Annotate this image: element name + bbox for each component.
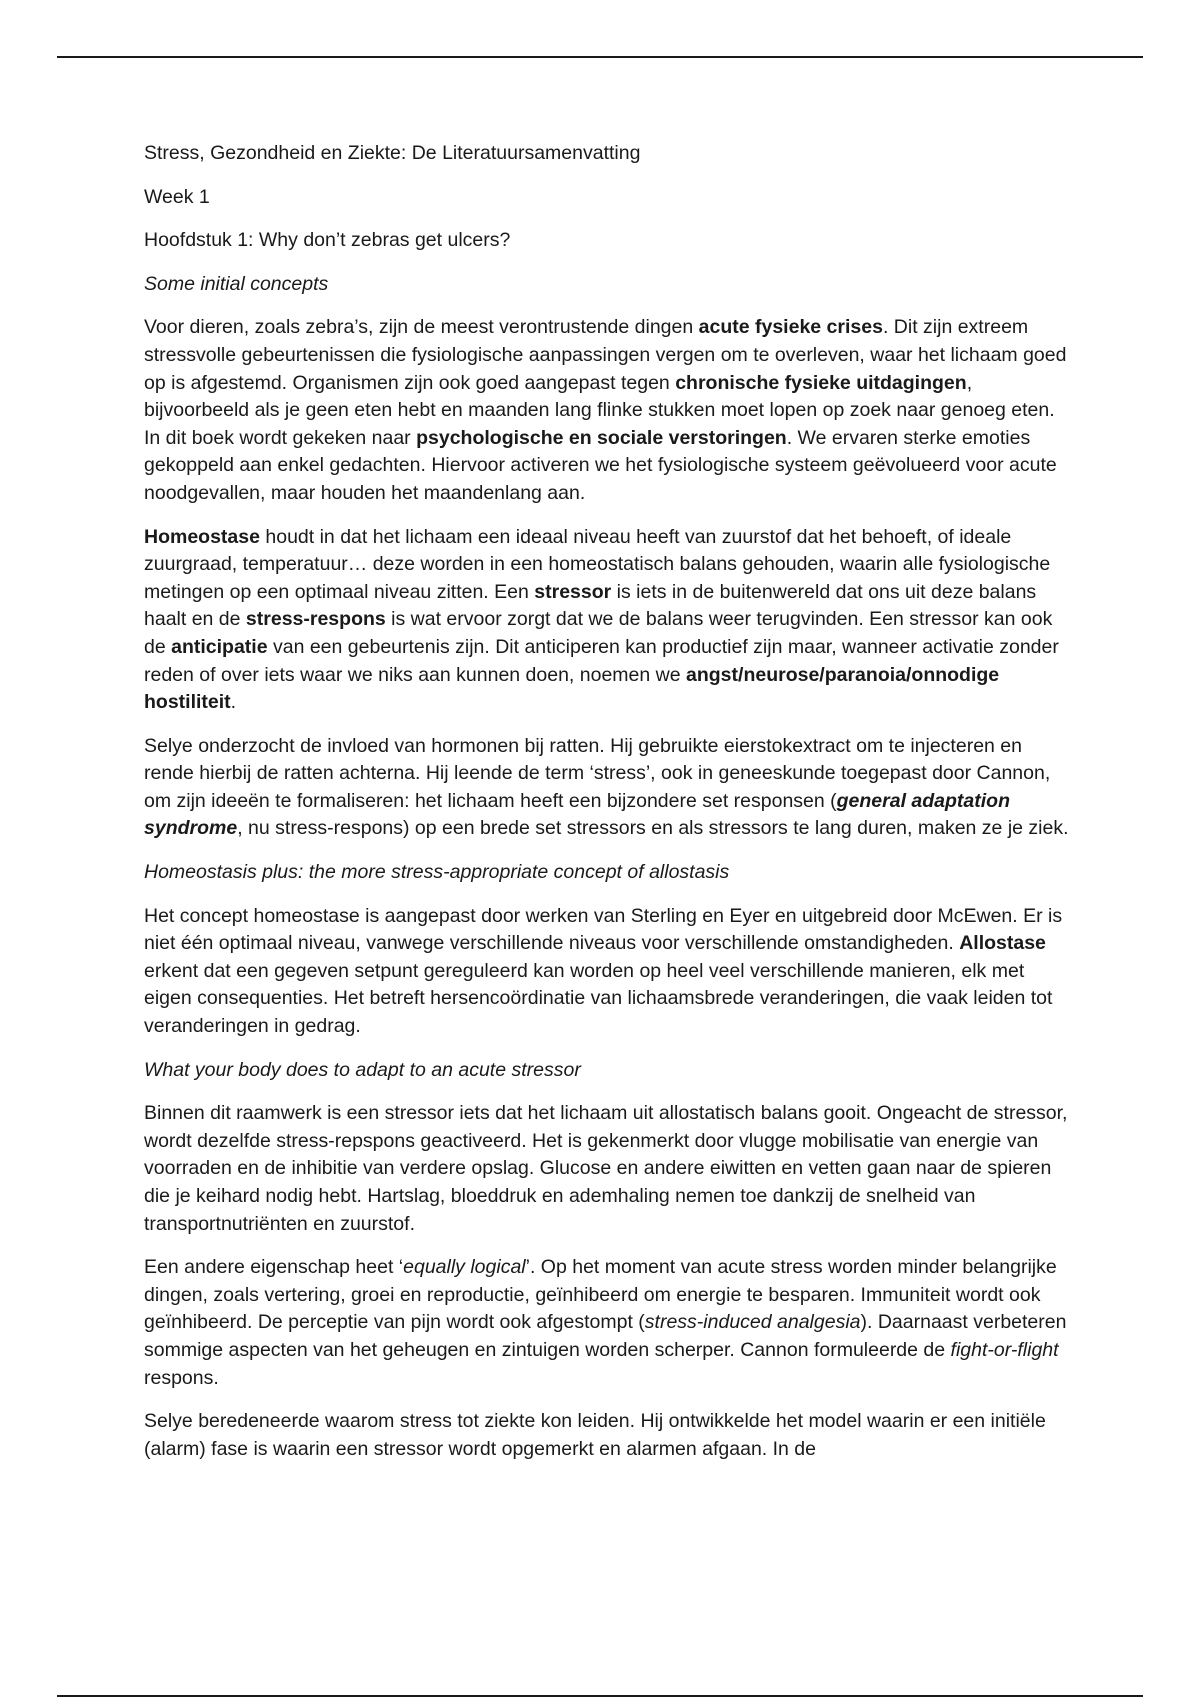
bold-term: anticipatie: [171, 635, 268, 658]
text-run: . We ervaren sterke emoties gekoppeld aan enkel gedachten. Hiervoor activeren we het fysiologische systeem geëvolueerd voor acute noodgevallen, maar houden het maandenlang aan.: [144, 426, 1057, 504]
bold-term: psychologische en sociale verstoringen: [416, 426, 787, 449]
text-run: , bijvoorbeeld als je geen eten hebt en maanden lang flinke stukken moet lopen op zoek naar genoeg eten. In dit boek wordt gekeken naar: [144, 371, 1055, 449]
italic-term: fight-or-flight: [950, 1338, 1059, 1361]
text-run: respons.: [144, 1366, 219, 1389]
section-heading: Some initial concepts: [144, 272, 329, 295]
body-paragraph: [144, 903, 1074, 1041]
text-run: erkent dat een gegeven setpunt gereguleerd kan worden op heel veel verschillende manieren, elk met eigen consequenties. Het betreft hersencoördinatie van lichaamsbrede veranderingen, die vaak leiden tot veranderingen in gedrag.: [144, 959, 1053, 1038]
text-run: Voor dieren, zoals zebra’s, zijn de meest verontrustende dingen: [144, 316, 699, 339]
text-run: van een gebeurtenis zijn. Dit anticiperen kan productief zijn maar, wanneer activatie zonder reden of over iets waar we niks aan kunnen doen, noemen we: [144, 635, 1059, 686]
bold-term: Allostase: [959, 932, 1046, 955]
bold-term: stress-respons: [245, 608, 386, 631]
body-paragraph: [144, 524, 1074, 717]
bold-term: chronische fysieke uitdagingen: [675, 371, 967, 394]
document-title: Stress, Gezondheid en Ziekte: De Literatuursamenvatting: [144, 142, 641, 164]
text-run: ). Daarnaast verbeteren sommige aspecten van het geheugen en zintuigen worden scherper. Cannon formuleerde de: [144, 1311, 1067, 1361]
text-run: .: [230, 691, 237, 714]
text-run: is wat ervoor zorgt dat we de balans weer terugvinden. Een stressor kan ook de: [144, 608, 1053, 658]
bold-term: acute fysieke crises: [698, 316, 883, 339]
text-run: . Dit zijn extreem stressvolle gebeurtenissen die fysiologische aanpassingen vergen om te overleven, waar het lichaam goed op is afgestemd. Organismen zijn ook goed aangepast tegen: [144, 316, 1067, 394]
body-paragraph: [144, 1254, 1074, 1392]
text-run: Een andere eigenschap heet ‘: [144, 1256, 404, 1279]
bold-term: general adaptation syndrome: [144, 789, 1011, 840]
body-paragraph: [144, 1100, 1074, 1238]
bold-term: Homeostase: [144, 525, 260, 548]
document-body: [144, 140, 1074, 1479]
text-run: Selye beredeneerde waarom stress tot ziekte kon leiden. Hij ontwikkelde het model waarin er een initiële (alarm) fase is waarin een stressor wordt opgemerkt en alarmen afgaan. In de: [144, 1410, 1046, 1460]
top-rule: [57, 56, 1143, 58]
chapter-heading: Hoofdstuk 1: Why don’t zebras get ulcers?: [144, 229, 511, 252]
bold-term: stressor: [534, 580, 612, 603]
bottom-rule: [57, 1695, 1143, 1697]
section-heading: What your body does to adapt to an acute stressor: [144, 1058, 581, 1081]
text-run: houdt in dat het lichaam een ideaal niveau heeft van zuurstof dat het behoeft, of ideale zuurgraad, temperatuur… deze worden in een homeostatisch balans gehouden, waarin alle fysiologische metingen op een optimaal niveau zitten. Een: [144, 525, 1051, 603]
section-heading: Homeostasis plus: the more stress-appropriate concept of allostasis: [144, 861, 730, 884]
body-paragraph: [144, 733, 1074, 843]
text-run: ’. Op het moment van acute stress worden minder belangrijke dingen, zoals vertering, groei en reproductie, geïnhibeerd om energie te besparen. Immuniteit wordt ook geïnhibeerd. De perceptie van pijn wordt ook afgestompt (: [144, 1256, 1057, 1334]
text-run: , nu stress-respons) op een brede set stressors en als stressors te lang duren, maken ze je ziek.: [237, 817, 1069, 840]
italic-term: stress-induced analgesia: [644, 1311, 861, 1334]
italic-term: equally logical: [403, 1256, 526, 1279]
text-run: Selye onderzocht de invloed van hormonen bij ratten. Hij gebruikte eierstokextract om te injecteren en rende hierbij de ratten achterna. Hij leende de term ‘stress’, ook in geneeskunde toegepast door Cannon, om zijn ideeën te formaliseren: het lichaam heeft een bijzondere set responsen (: [144, 734, 1051, 812]
body-paragraph: [144, 1408, 1074, 1463]
text-run: is iets in de buitenwereld dat ons uit deze balans haalt en de: [144, 580, 1037, 631]
week-label: Week 1: [144, 185, 210, 208]
body-paragraph: [144, 314, 1074, 507]
text-run: Binnen dit raamwerk is een stressor iets dat het lichaam uit allostatisch balans gooit. Ongeacht de stressor, wordt dezelfde stress-repspons geactiveerd. Het is gekenmerkt door vlugge mobilisatie van energie van voorraden en de inhibitie van verdere opslag. Glucose en andere eiwitten en vetten gaan naar de spieren die je keihard nodig hebt. Hartslag, bloeddruk en ademhaling nemen toe dankzij de snelheid van transportnutriënten en zuurstof.: [144, 1102, 1068, 1235]
bold-term: angst/neurose/paranoia/onnodige hostiliteit: [144, 663, 1000, 714]
text-run: Het concept homeostase is aangepast door werken van Sterling en Eyer en uitgebreid door McEwen. Er is niet één optimaal niveau, vanwege verschillende niveaus voor verschillende omstandigheden.: [144, 904, 1063, 955]
sections: [144, 271, 1074, 1464]
